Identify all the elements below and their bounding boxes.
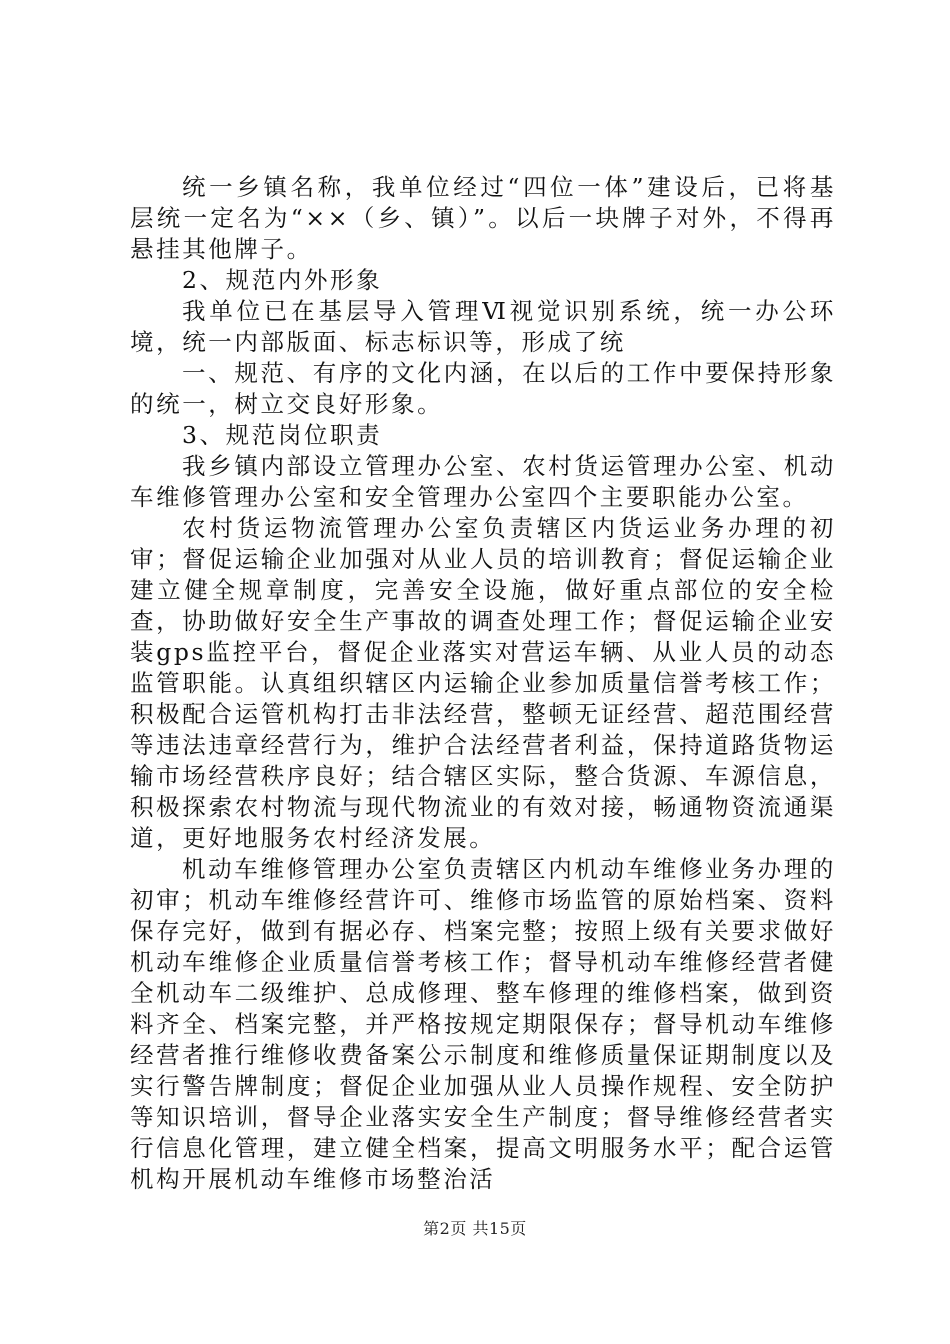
paragraph-offices: 我乡镇内部设立管理办公室、农村货运管理办公室、机动车维修管理办公室和安全管理办公室四个主要职能办公室。 — [130, 452, 836, 511]
paragraph-unify-town-name: 统一乡镇名称，我单位经过“四位一体”建设后，已将基层统一定名为“××（乡、镇）”。以后一块牌子对外，不得再悬挂其他牌子。 — [130, 173, 836, 263]
document-body — [130, 172, 836, 1195]
section-heading-duties: 3、规范岗位职责 — [182, 421, 383, 449]
paragraph-repair-office: 机动车维修管理办公室负责辖区内机动车维修业务办理的初审；机动车维修经营许可、维修市场监管的原始档案、资料保存完好，做到有据必存、档案完整；按照上级有关要求做好机动车维修企业质量信誉考核工作；督导机动车维修经营者健全机动车二级维护、总成修理、整车修理的维修档案，做到资料齐全、档案完整，并严格按规定期限保存；督导机动车维修经营者推行维修收费备案公示制度和维修质量保证期制度以及实行警告牌制度；督促企业加强从业人员操作规程、安全防护等知识培训，督导企业落实安全生产制度；督导维修经营者实行信息化管理，建立健全档案，提高文明服务水平；配合运管机构开展机动车维修市场整治活 — [130, 855, 836, 1193]
section-heading-image: 2、规范内外形象 — [182, 266, 383, 294]
paragraph-freight-office: 农村货运物流管理办公室负责辖区内货运业务办理的初审；督促运输企业加强对从业人员的培训教育；督促运输企业建立健全规章制度，完善安全设施，做好重点部位的安全检查，协助做好安全生产事故的调查处理工作；督促运输企业安装gps监控平台，督促企业落实对营运车辆、从业人员的动态监管职能。认真组织辖区内运输企业参加质量信誉考核工作；积极配合运管机构打击非法经营，整顿无证经营、超范围经营等违法违章经营行为，维护合法经营者利益，保持道路货物运输市场经营秩序良好；结合辖区实际，整合货源、车源信息，积极探索农村物流与现代物流业的有效对接，畅通物资流通渠道，更好地服务农村经济发展。 — [130, 514, 836, 852]
page-footer: 第2页 共15页 — [423, 1219, 527, 1238]
paragraph-vi-system: 我单位已在基层导入管理Ⅵ视觉识别系统，统一办公环境，统一内部版面、标志标识等，形成了统 — [130, 297, 836, 356]
paragraph-culture: 一、规范、有序的文化内涵，在以后的工作中要保持形象的统一，树立交良好形象。 — [130, 359, 836, 418]
